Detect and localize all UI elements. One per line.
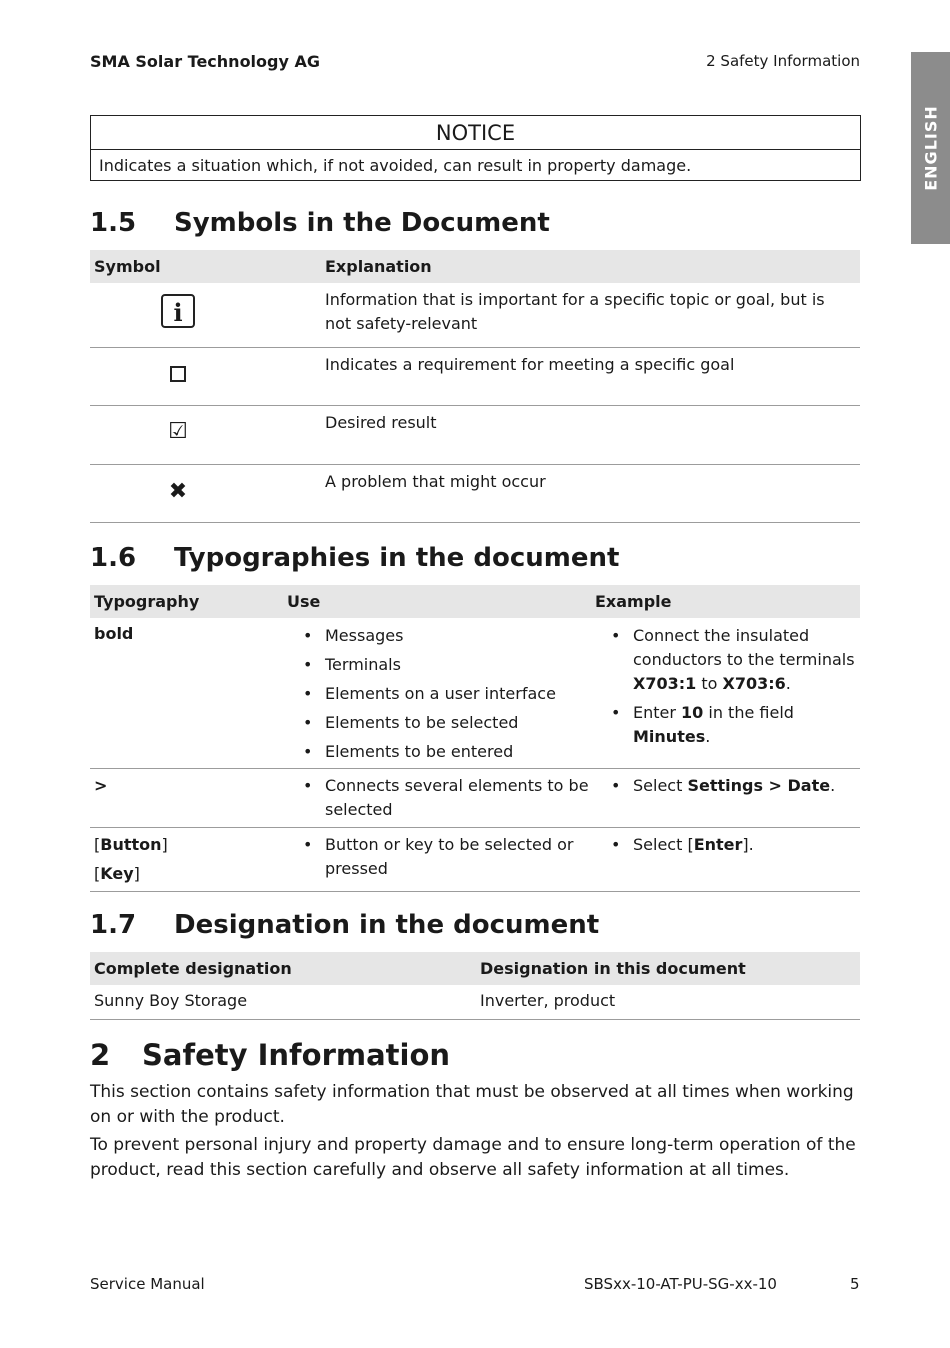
language-tab-label: ENGLISH [921,105,940,191]
list-item: • Select [Enter]. [609,833,859,857]
table-row [90,828,860,892]
list-item: • Messages [301,624,591,648]
column-header-this-doc: Designation in this document [480,959,746,978]
typography-bold: bold [94,624,134,643]
language-tab [911,52,950,244]
designation-complete: Sunny Boy Storage [94,991,248,1010]
symbol-explanation: A problem that might occur [325,472,546,491]
section-heading-1-6 [90,543,619,573]
table-row [90,465,860,523]
table-header [90,585,860,618]
list-item: • Elements on a user interface [301,682,591,706]
section-title: Typographies in the document [174,543,620,573]
column-header-explanation: Explanation [325,257,432,276]
notice-text: Indicates a situation which, if not avoided, can result in property damage. [99,156,692,175]
section-title: Designation in the document [174,910,600,940]
table-header [90,250,860,283]
column-header-typography: Typography [94,592,200,611]
list-item: • Select Settings > Date. [609,774,859,798]
table-row [90,406,860,465]
table-row [90,985,860,1020]
section-heading-1-5 [90,208,550,238]
table-row [90,618,860,769]
page-number: 5 [850,1275,860,1293]
section-number: 1.7 [90,910,137,940]
footer-manual-type: Service Manual [90,1275,205,1293]
example-list [609,624,859,749]
section-number: 1.5 [90,208,137,238]
table-row [90,769,860,828]
header-chapter: 2 Safety Information [706,52,860,70]
paragraph: This section contains safety information that must be observed at all times when working on or with the product. [90,1082,854,1127]
list-item: • Connects several elements to be selected [301,774,591,822]
header-company: SMA Solar Technology AG [90,52,320,71]
column-header-example: Example [595,592,672,611]
checkbox-checked-icon: ☑ [168,419,188,444]
symbol-explanation: Information that is important for a specific topic or goal, but is not safety-relevant [325,290,825,333]
symbol-explanation: Indicates a requirement for meeting a specific goal [325,355,735,374]
checkbox-empty-icon [170,366,186,382]
symbols-table [90,250,860,523]
section-number: 1.6 [90,543,137,573]
notice-title: NOTICE [91,116,860,150]
section-heading-1-7 [90,910,599,940]
list-item: • Terminals [301,653,591,677]
symbol-explanation: Desired result [325,413,437,432]
section-title: Safety Information [142,1038,451,1072]
list-item: • Button or key to be selected or pressed [301,833,591,881]
column-header-use: Use [287,592,321,611]
table-row [90,283,860,348]
section-number: 2 [90,1038,111,1072]
column-header-complete: Complete designation [94,959,292,978]
table-row [90,348,860,406]
list-item: • Elements to be selected [301,711,591,735]
table-header [90,952,860,985]
typography-gt: > [94,776,108,795]
column-header-symbol: Symbol [94,257,161,276]
use-list [301,624,591,764]
typography-table [90,585,860,892]
list-item: • Enter 10 in the field Minutes. [609,701,859,749]
paragraph: To prevent personal injury and property damage and to ensure long-term operation of the product, read this section carefully and observe all safety information at all times. [90,1135,856,1180]
list-item: • Elements to be entered [301,740,591,764]
info-icon: i [161,294,195,328]
footer-document-code: SBSxx-10-AT-PU-SG-xx-10 [584,1275,777,1293]
section-title: Symbols in the Document [174,208,550,238]
designation-table [90,952,860,1020]
cross-icon: ✖ [168,479,188,504]
notice-box [90,115,861,181]
designation-this-doc: Inverter, product [480,991,616,1010]
section-heading-2 [90,1038,450,1072]
typography-button-key: [Button] [Key] [94,835,168,883]
list-item: • Connect the insulated conductors to the terminals X703:1 to X703:6. [609,624,859,696]
